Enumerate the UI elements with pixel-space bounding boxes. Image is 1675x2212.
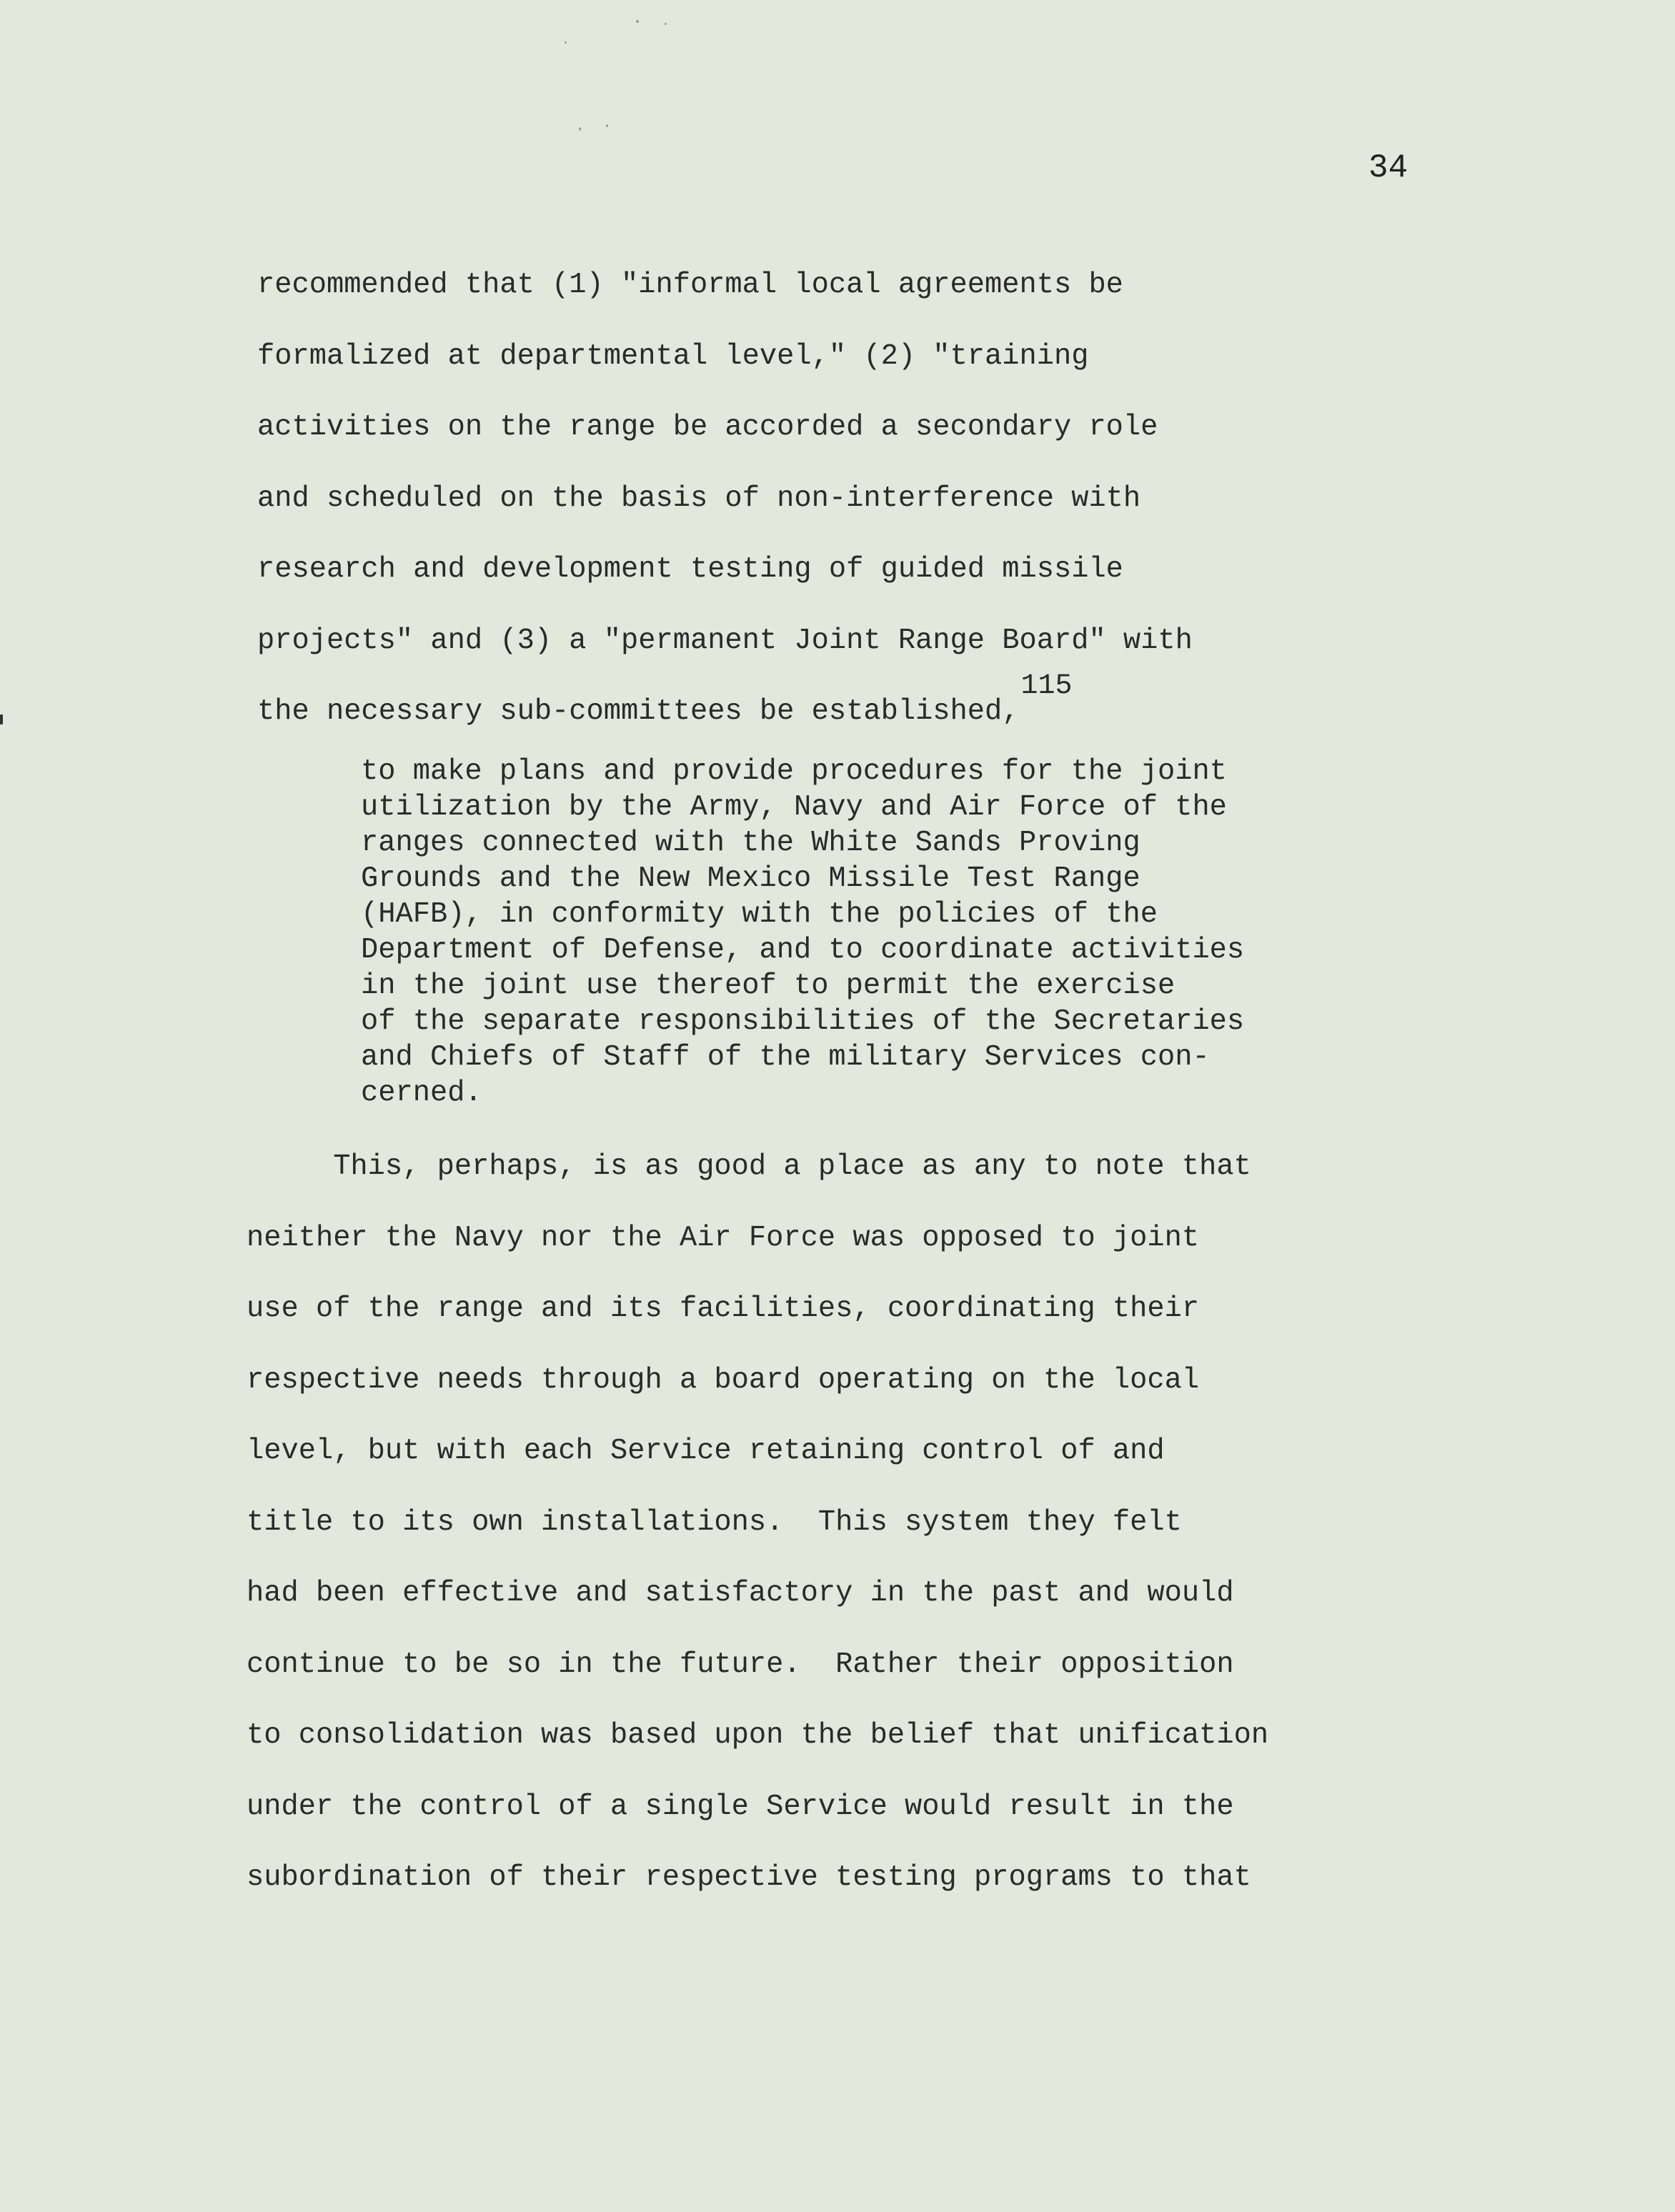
scan-speck — [579, 127, 581, 131]
quote-line: and Chiefs of Staff of the military Services con- — [361, 1041, 1210, 1074]
quote-line: Department of Defense, and to coordinate activities — [361, 934, 1245, 967]
page-number: 34 — [1368, 149, 1408, 186]
text-line: This, perhaps, is as good a place as any to note that — [247, 1150, 1251, 1183]
scan-speck — [636, 20, 639, 23]
text-line-with-footnote — [257, 670, 1579, 748]
quote-line: to make plans and provide procedures for the joint — [361, 755, 1227, 788]
quote-line: utilization by the Army, Navy and Air Force of the — [361, 791, 1227, 824]
paragraph-2 — [247, 1132, 1604, 1914]
quote-line: (HAFB), in conformity with the policies of the — [361, 898, 1158, 931]
quote-line: Grounds and the New Mexico Missile Test Range — [361, 862, 1140, 895]
text-line: to consolidation was based upon the belief that unification — [247, 1719, 1269, 1752]
block-quote — [361, 754, 1611, 1111]
text-line: neither the Navy nor the Air Force was opposed to joint — [247, 1221, 1200, 1255]
scan-speck — [606, 124, 608, 127]
text-line: formalized at departmental level," (2) "training — [257, 339, 1089, 373]
text-line: activities on the range be accorded a secondary role — [257, 411, 1158, 444]
text-line: had been effective and satisfactory in the past and would — [247, 1577, 1234, 1610]
text-line: the necessary sub-committees be established, — [257, 695, 1020, 728]
scan-speck — [565, 41, 567, 44]
text-line: recommended that (1) "informal local agreements be — [257, 269, 1123, 302]
scan-speck — [665, 23, 667, 25]
text-line: and scheduled on the basis of non-interference with — [257, 482, 1141, 515]
footnote-reference: 115 — [1020, 670, 1073, 702]
text-line: research and development testing of guided missile — [257, 553, 1123, 586]
quote-line: in the joint use thereof to permit the exercise — [361, 970, 1176, 1002]
text-line: projects" and (3) a "permanent Joint Range Board" with — [257, 624, 1193, 657]
text-line: level, but with each Service retaining control of and — [247, 1435, 1165, 1468]
text-line: under the control of a single Service would result in the — [247, 1790, 1234, 1823]
quote-line: ranges connected with the White Sands Proving — [361, 827, 1140, 860]
text-line: subordination of their respective testing programs to that — [247, 1861, 1251, 1894]
paragraph-1 — [257, 250, 1579, 748]
text-line: continue to be so in the future. Rather their opposition — [247, 1648, 1234, 1681]
quote-line: cerned. — [361, 1077, 482, 1110]
text-line: use of the range and its facilities, coordinating their — [247, 1292, 1200, 1325]
scan-speck — [0, 714, 3, 724]
text-line: respective needs through a board operating on the local — [247, 1363, 1200, 1397]
quote-line: of the separate responsibilities of the Secretaries — [361, 1005, 1245, 1038]
text-line: title to its own installations. This system they felt — [247, 1505, 1182, 1539]
